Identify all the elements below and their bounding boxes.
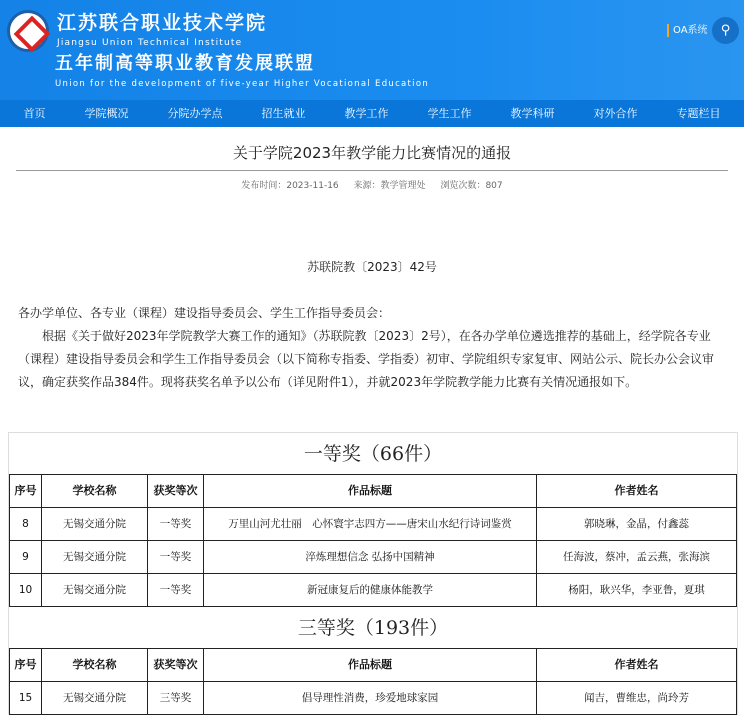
table-row: [10, 682, 737, 715]
third-prize-heading: 三等奖（193件）: [297, 617, 449, 639]
paragraph: 根据《关于做好2023年学院教学大赛工作的通知》（苏联院教〔2023〕2号），在各办学单位遴选推荐的基础上，经学院各专业（课程）建设指导委员会和学生工作指导委员会（以下简称专指委、学指委）初审、学院组织专家复审、网站公示、院长办公会议审议，确定获奖作品384件。现将获奖名单予以公布（详见附件1），并就2023年学院教学能力比赛有关情况通报如下。: [18, 329, 715, 389]
article-body: [18, 302, 730, 394]
cell: 淬炼理想信念 弘扬中国精神: [204, 541, 537, 574]
cell: 9: [10, 541, 42, 574]
source: 来源：教学管理处: [353, 181, 426, 191]
title-divider: [16, 170, 728, 171]
cell: 一等奖: [148, 541, 204, 574]
cell: 万里山河尤壮丽 心怀寰宇志四方——唐宋山水纪行诗词鉴赏: [204, 508, 537, 541]
cell: 8: [10, 508, 42, 541]
cell: 任海波，蔡冲，孟云燕，张海滨: [537, 541, 737, 574]
cell: 15: [10, 682, 42, 715]
table-header-row: [10, 475, 737, 508]
cell: 无锡交通分院: [42, 508, 148, 541]
cell: 无锡交通分院: [42, 574, 148, 607]
col-header: 序号: [10, 649, 42, 682]
col-header: 作者姓名: [537, 475, 737, 508]
col-header: 作品标题: [204, 649, 537, 682]
view-count: 浏览次数：807: [440, 181, 503, 191]
document-number: 苏联院教〔2023〕42号: [307, 260, 437, 274]
col-header: 获奖等次: [148, 475, 204, 508]
nav-item-home[interactable]: 首页: [23, 106, 46, 120]
col-header: 序号: [10, 475, 42, 508]
alliance-name-en: Union for the development of five-year Higher Vocational Education: [55, 79, 430, 89]
cell: 新冠康复后的健康体能教学: [204, 574, 537, 607]
cell: 10: [10, 574, 42, 607]
nav-item-students[interactable]: 学生工作: [427, 106, 472, 120]
cell: 闻吉，曹维忠，尚玲芳: [537, 682, 737, 715]
salutation: 各办学单位、各专业（课程）建设指导委员会、学生工作指导委员会：: [18, 306, 391, 320]
oa-system-link[interactable]: OA系统: [667, 24, 708, 37]
cell: 三等奖: [148, 682, 204, 715]
col-header: 获奖等次: [148, 649, 204, 682]
alliance-name: 五年制高等职业教育发展联盟: [55, 53, 315, 74]
cell: 一等奖: [148, 574, 204, 607]
col-header: 学校名称: [42, 475, 148, 508]
article-title: 关于学院2023年教学能力比赛情况的通报: [232, 144, 512, 162]
first-prize-heading: 一等奖（66件）: [303, 443, 443, 465]
awards-tables: [8, 432, 738, 715]
table-header-row: [10, 649, 737, 682]
school-name-en: Jiangsu Union Technical Institute: [57, 38, 243, 48]
cell: 倡导理性消费，珍爱地球家园: [204, 682, 537, 715]
nav-item-cooperation[interactable]: 对外合作: [593, 106, 638, 120]
col-header: 作品标题: [204, 475, 537, 508]
nav-item-admissions[interactable]: 招生就业: [261, 106, 306, 120]
table-row: [10, 508, 737, 541]
cell: 无锡交通分院: [42, 682, 148, 715]
first-prize-table: [9, 474, 737, 607]
col-header: 学校名称: [42, 649, 148, 682]
table-row: [10, 541, 737, 574]
site-banner: [0, 0, 744, 100]
school-logo[interactable]: [7, 10, 49, 52]
cell: 无锡交通分院: [42, 541, 148, 574]
nav-item-research[interactable]: 教学科研: [510, 106, 555, 120]
cell: 一等奖: [148, 508, 204, 541]
main-nav: [0, 100, 744, 127]
article-meta: [0, 180, 744, 192]
school-name: 江苏联合职业技术学院: [57, 12, 268, 34]
third-prize-table: [9, 648, 737, 715]
cell: 杨阳，耿兴华，李亚鲁，夏琪: [537, 574, 737, 607]
nav-item-teaching[interactable]: 教学工作: [344, 106, 389, 120]
nav-item-about[interactable]: 学院概况: [84, 106, 129, 120]
col-header: 作者姓名: [537, 649, 737, 682]
cell: 郭晓琳，金晶，付鑫蕊: [537, 508, 737, 541]
nav-item-topics[interactable]: 专题栏目: [676, 106, 721, 120]
table-row: [10, 574, 737, 607]
nav-item-branches[interactable]: 分院办学点: [167, 106, 223, 120]
publish-date: 发布时间：2023-11-16: [241, 181, 339, 191]
search-icon[interactable]: ⚲: [712, 17, 739, 44]
